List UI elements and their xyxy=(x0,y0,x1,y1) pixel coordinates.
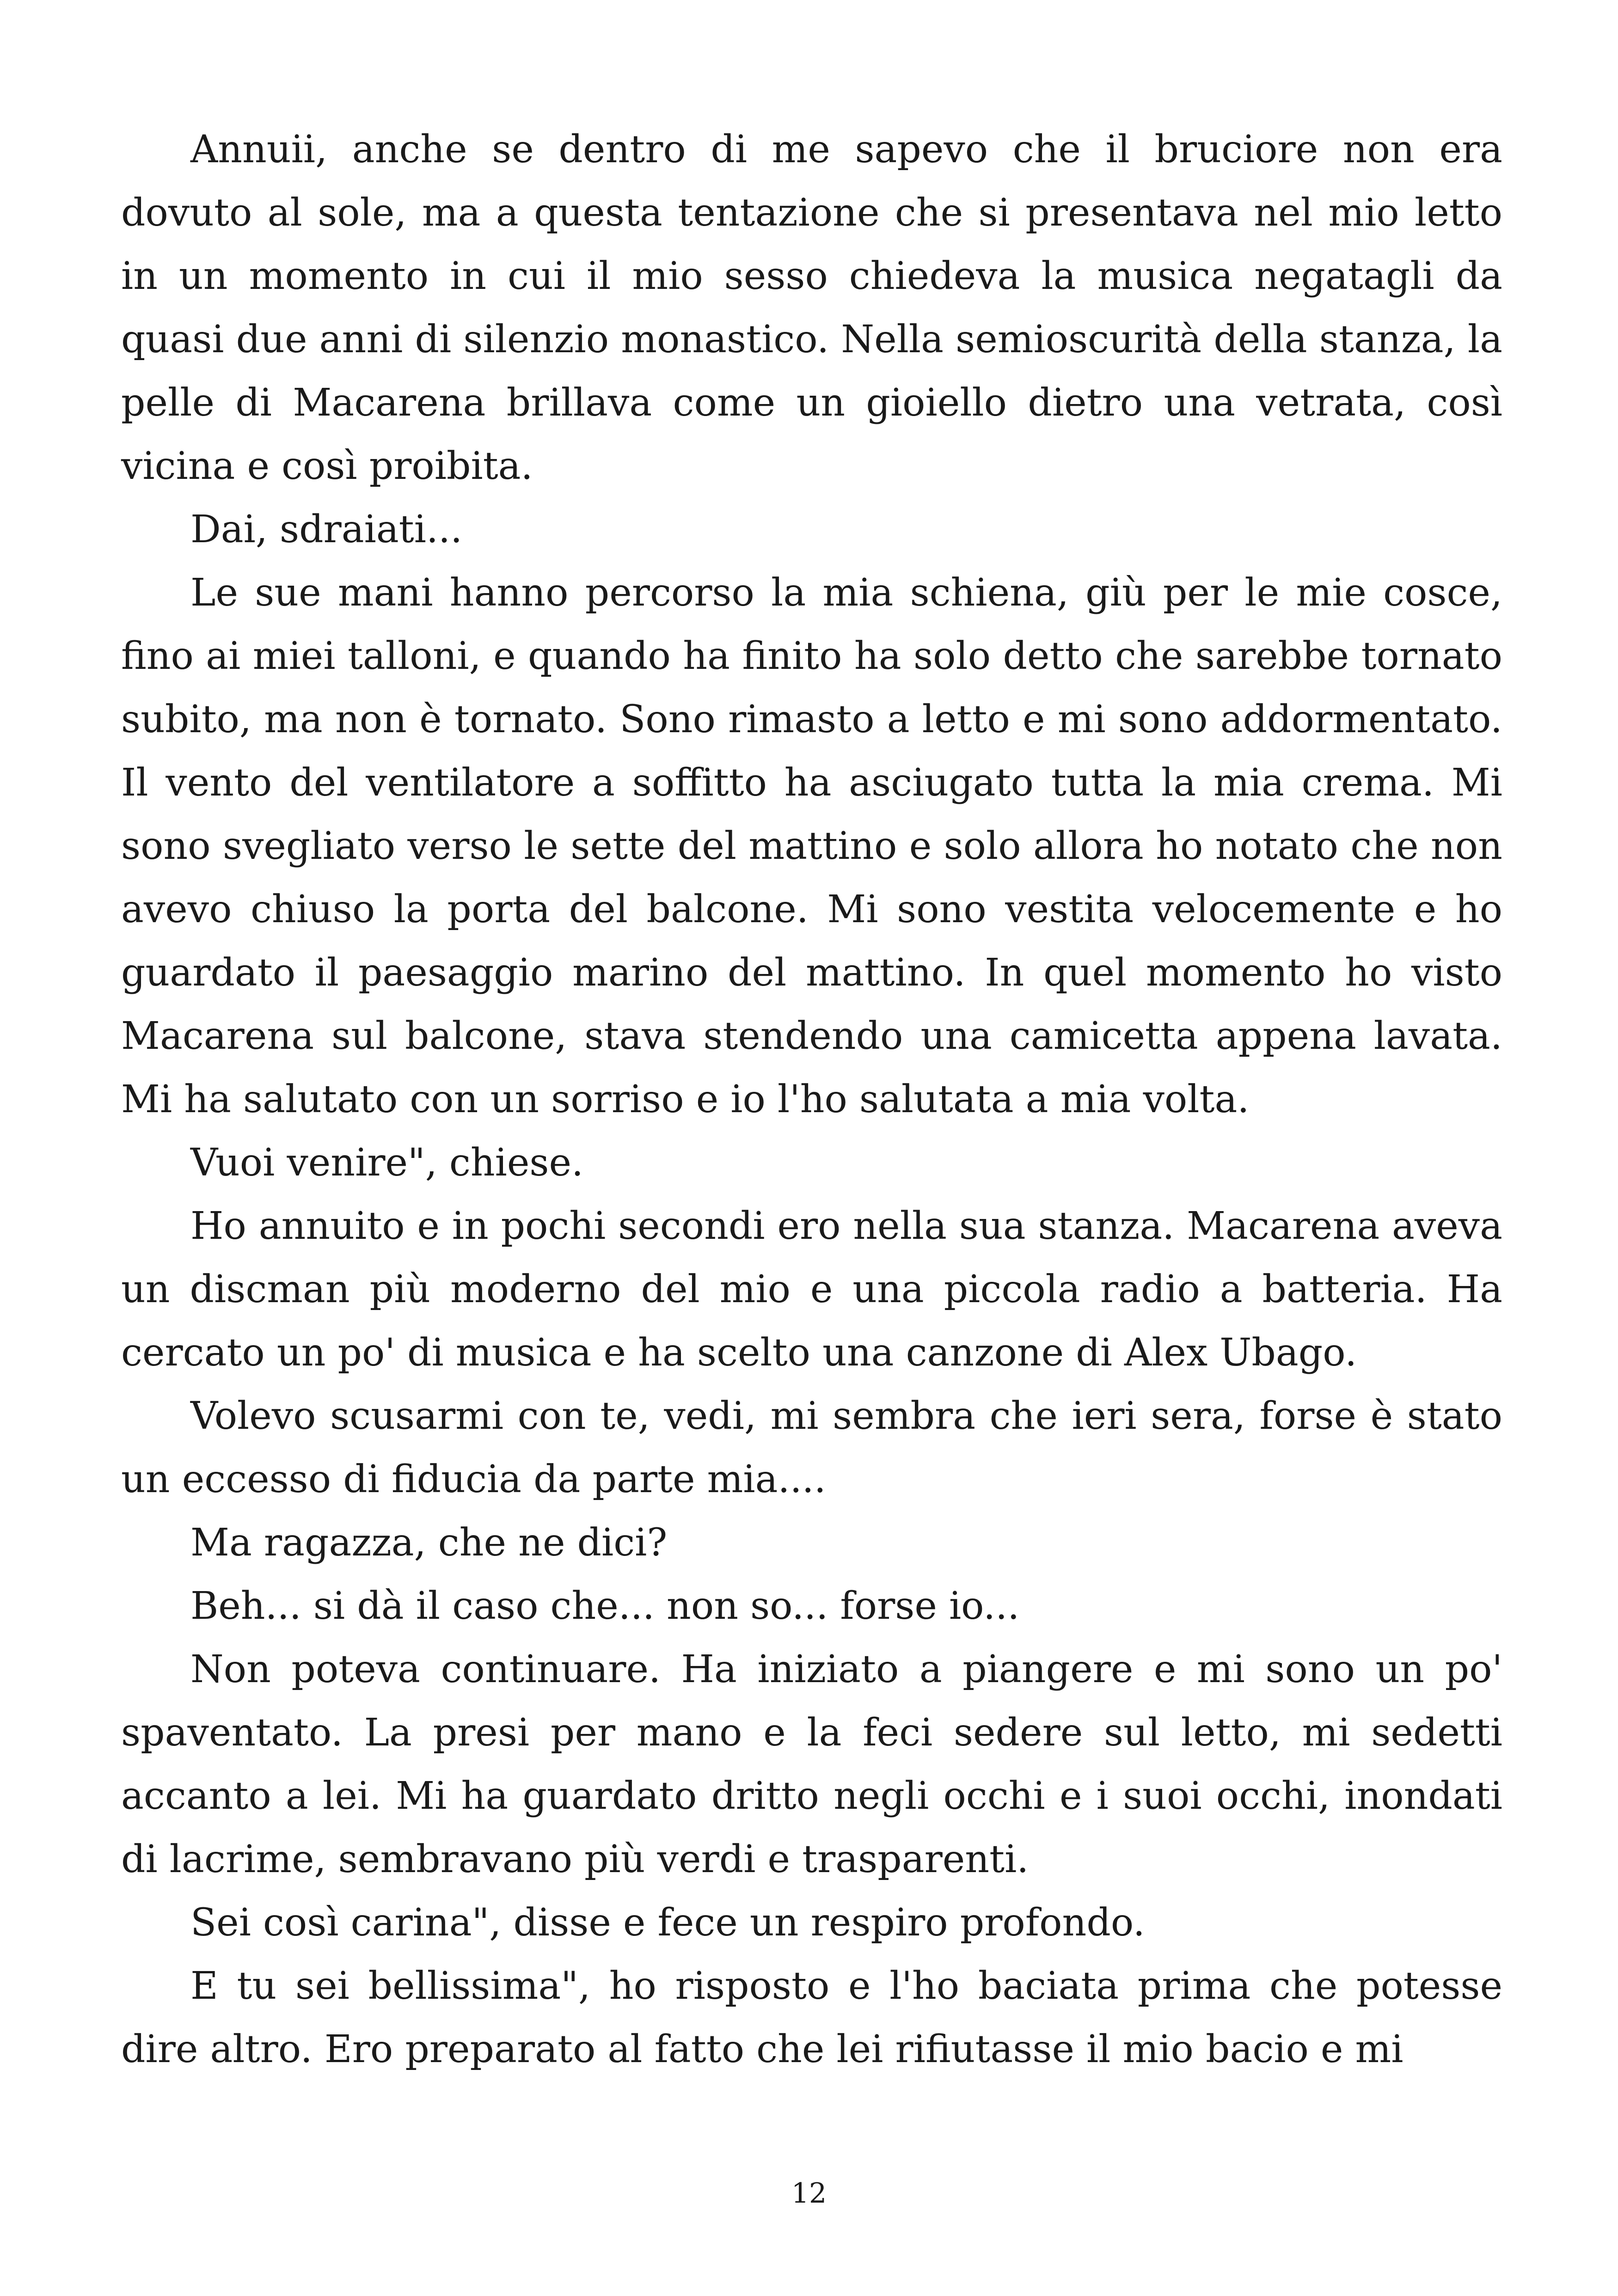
paragraph: Le sue mani hanno percorso la mia schiena, giù per le mie cosce, fino ai miei talloni, e quando ha finito ha solo detto che sarebbe tornato subito, ma non è tornato. Sono rimasto a letto e mi sono addormentato. Il vento del ventilatore a soffitto ha asciugato tutta la mia crema. Mi sono svegliato verso le sette del mattino e solo allora ho notato che non avevo chiuso la porta del balcone. Mi sono vestita velocemente e ho guardato il paesaggio marino del mattino. In quel momento ho visto Macarena sul balcone, stava stendendo una camicetta appena lavata. Mi ha salutato con un sorriso e io l'ho salutata a mia volta. xyxy=(121,571,1502,1121)
paragraph: Volevo scusarmi con te, vedi, mi sembra che ieri sera, forse è stato un eccesso di fiducia da parte mia.... xyxy=(121,1394,1502,1501)
paragraph: Dai, sdraiati... xyxy=(190,508,463,551)
paragraph: Non poteva continuare. Ha iniziato a piangere e mi sono un po' spaventato. La presi per mano e la feci sedere sul letto, mi sedetti accanto a lei. Mi ha guardato dritto negli occhi e i suoi occhi, inondati di lacrime, sembravano più verdi e trasparenti. xyxy=(121,1647,1502,1881)
paragraph: Ma ragazza, che ne dici? xyxy=(190,1521,668,1565)
paragraph: Annuii, anche se dentro di me sapevo che il bruciore non era dovuto al sole, ma a questa tentazione che si presentava nel mio letto in un momento in cui il mio sesso chiedeva la musica negatagli da quasi due anni di silenzio monastico. Nella semioscurità della stanza, la pelle di Macarena brillava come un gioiello dietro una vetrata, così vicina e così proibita. xyxy=(121,128,1502,488)
paragraph: E tu sei bellissima", ho risposto e l'ho baciata prima che potesse dire altro. Ero preparato al fatto che lei rifiutasse il mio bacio e mi xyxy=(121,1964,1502,2071)
body-text xyxy=(121,118,1502,2081)
page-number: 12 xyxy=(791,2177,827,2210)
paragraph: Ho annuito e in pochi secondi ero nella sua stanza. Macarena aveva un discman più moderno del mio e una piccola radio a batteria. Ha cercato un po' di musica e ha scelto una canzone di Alex Ubago. xyxy=(121,1204,1502,1375)
paragraph: Sei così carina", disse e fece un respiro profondo. xyxy=(190,1901,1145,1945)
paragraph: Beh... si dà il caso che... non so... forse io... xyxy=(190,1584,1020,1628)
paragraph: Vuoi venire", chiese. xyxy=(190,1141,584,1185)
